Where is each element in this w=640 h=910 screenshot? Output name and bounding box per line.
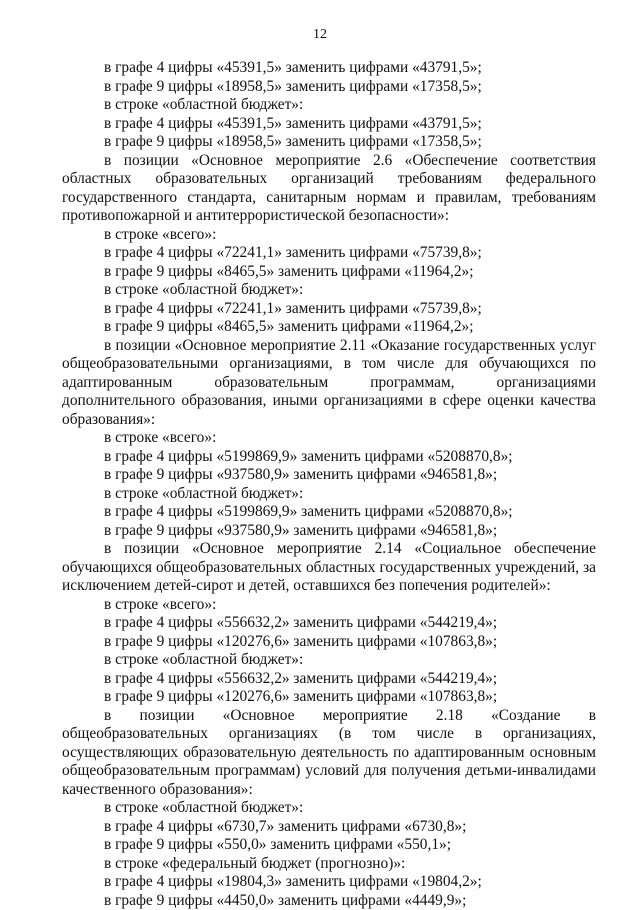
text-line: в графе 9 цифры «18958,5» заменить цифрами «17358,5»;	[62, 78, 596, 97]
text-line: в графе 9 цифры «550,0» заменить цифрами «550,1»;	[62, 836, 596, 855]
document-body	[62, 59, 596, 910]
text-line: в графе 4 цифры «45391,5» заменить цифрами «43791,5»;	[62, 115, 596, 134]
text-line: в строке «всего»:	[62, 596, 596, 615]
text-line: в строке «областной бюджет»:	[62, 651, 596, 670]
page-number: 12	[0, 26, 640, 44]
text-line: в графе 9 цифры «120276,6» заменить цифрами «107863,8»;	[62, 688, 596, 707]
text-line: в строке «всего»:	[62, 226, 596, 245]
text-line: в графе 9 цифры «18958,5» заменить цифрами «17358,5»;	[62, 133, 596, 152]
text-line: в строке «областной бюджет»:	[62, 485, 596, 504]
text-line: в графе 4 цифры «556632,2» заменить цифрами «544219,4»;	[62, 614, 596, 633]
text-line: в строке «областной бюджет»:	[62, 281, 596, 300]
text-paragraph: в позиции «Основное мероприятие 2.11 «Оказание государственных услуг общеобразовательными организациями, в том числе для обучающихся по адаптированным образовательным программам, организациями дополнительного образования, иными организациями в сфере оценки качества образования»:	[62, 337, 596, 430]
text-paragraph: в позиции «Основное мероприятие 2.18 «Создание в общеобразовательных организациях (в том числе в организациях, осуществляющих образовательную деятельность по адаптированным основным общеобразовательным программам) условий для получения детьми-инвалидами качественного образования»:	[62, 707, 596, 800]
text-line: в графе 4 цифры «72241,1» заменить цифрами «75739,8»;	[62, 244, 596, 263]
text-line: в строке «всего»:	[62, 429, 596, 448]
text-paragraph: в позиции «Основное мероприятие 2.6 «Обеспечение соответствия областных образовательных организаций требованиям федерального государственного стандарта, санитарным нормам и правилам, требованиям противопожарной и антитеррористической безопасности»:	[62, 152, 596, 226]
text-line: в графе 9 цифры «120276,6» заменить цифрами «107863,8»;	[62, 633, 596, 652]
text-line: в графе 4 цифры «556632,2» заменить цифрами «544219,4»;	[62, 670, 596, 689]
text-line: в строке «областной бюджет»:	[62, 96, 596, 115]
text-line: в графе 4 цифры «45391,5» заменить цифрами «43791,5»;	[62, 59, 596, 78]
text-line: в строке «областной бюджет»:	[62, 799, 596, 818]
text-line: в графе 4 цифры «19804,3» заменить цифрами «19804,2»;	[62, 873, 596, 892]
text-line: в графе 4 цифры «6730,7» заменить цифрами «6730,8»;	[62, 818, 596, 837]
text-line: в графе 9 цифры «937580,9» заменить цифрами «946581,8»;	[62, 522, 596, 541]
text-line: в графе 4 цифры «72241,1» заменить цифрами «75739,8»;	[62, 300, 596, 319]
text-line: в графе 9 цифры «8465,5» заменить цифрами «11964,2»;	[62, 318, 596, 337]
text-line: в графе 4 цифры «5199869,9» заменить цифрами «5208870,8»;	[62, 448, 596, 467]
text-paragraph: в позиции «Основное мероприятие 2.14 «Социальное обеспечение обучающихся общеобразовательных областных государственных учреждений, за исключением детей-сирот и детей, оставшихся без попечения родителей»:	[62, 540, 596, 596]
text-line: в графе 9 цифры «937580,9» заменить цифрами «946581,8»;	[62, 466, 596, 485]
text-line: в строке «федеральный бюджет (прогнозно)»:	[62, 855, 596, 874]
text-line: в графе 9 цифры «8465,5» заменить цифрами «11964,2»;	[62, 263, 596, 282]
text-line: в графе 9 цифры «4450,0» заменить цифрами «4449,9»;	[62, 892, 596, 910]
text-line: в графе 4 цифры «5199869,9» заменить цифрами «5208870,8»;	[62, 503, 596, 522]
